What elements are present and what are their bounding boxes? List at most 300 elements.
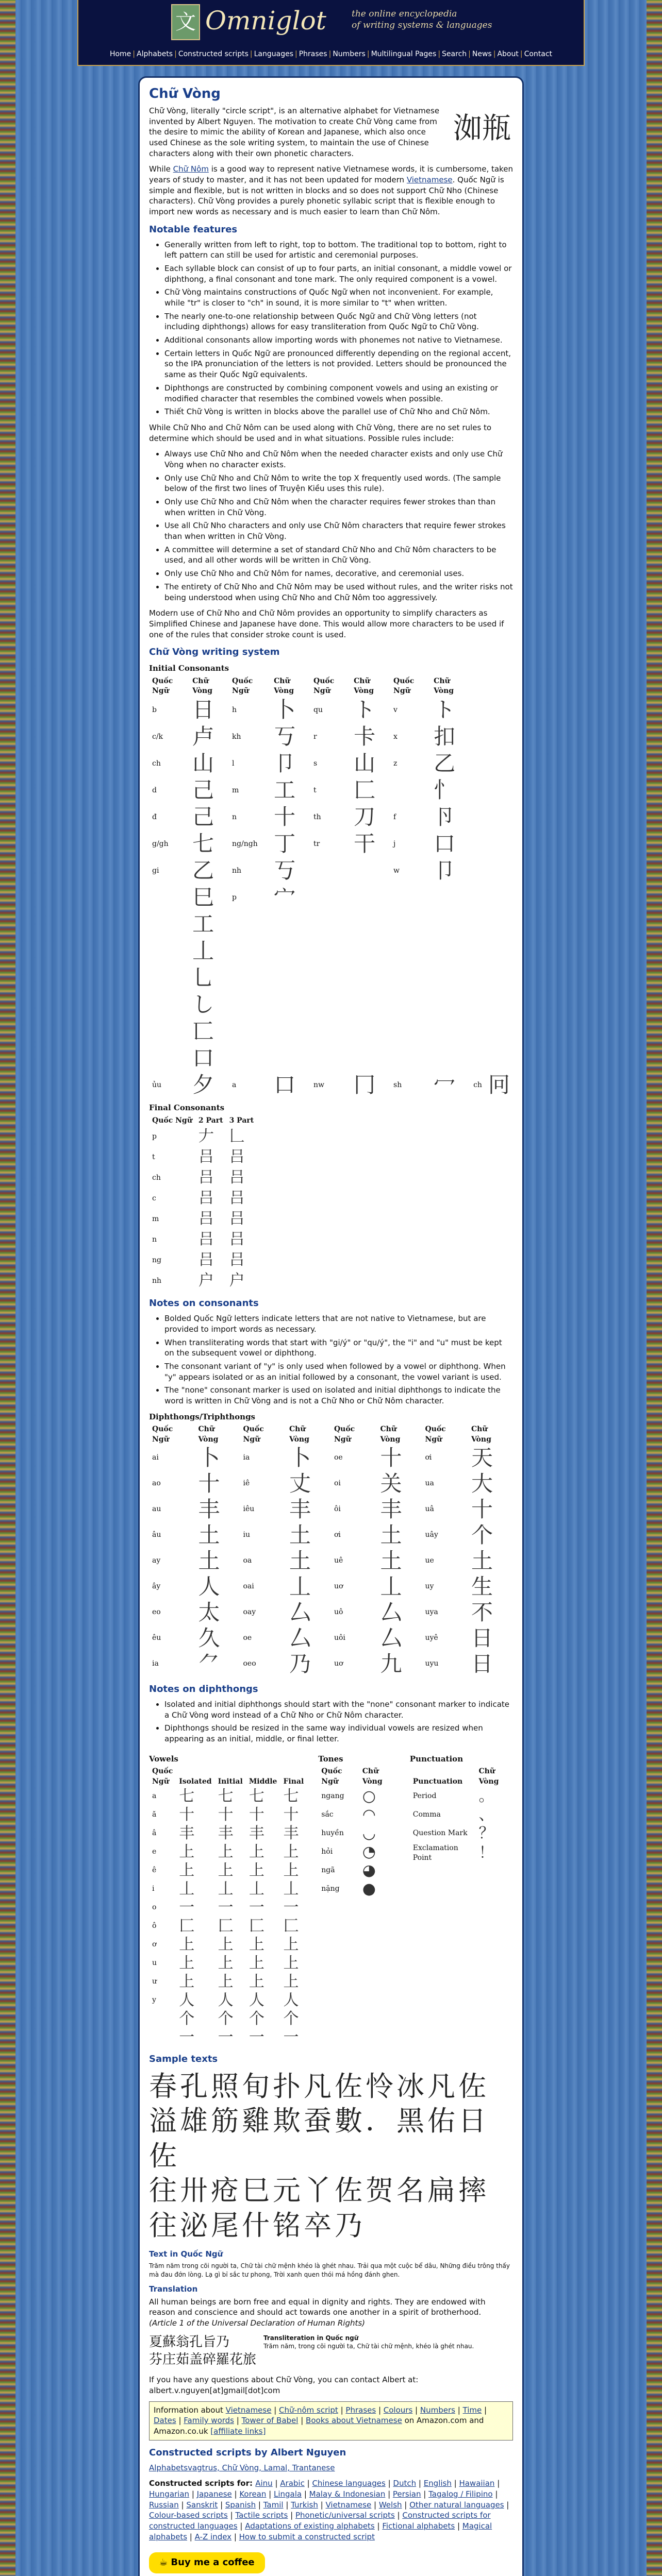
column-header: 3 Part <box>229 1116 254 1125</box>
info-link[interactable]: Colours <box>383 2405 413 2415</box>
buy-me-a-coffee-button[interactable]: ☕ Buy me a coffee <box>149 2552 265 2573</box>
table-row <box>318 1787 399 1806</box>
constructed-script-link[interactable]: Tamil <box>263 2500 284 2510</box>
letter-glyph <box>351 884 390 911</box>
writing-system-heading: Chữ Vòng writing system <box>149 647 280 658</box>
letter-glyph: 一 <box>179 2028 195 2046</box>
letter-glyph: 上 <box>218 1972 234 1991</box>
constructed-script-link[interactable]: Ainu <box>255 2479 273 2488</box>
feature-item: • Diphthongs are constructed by combining component vowels and using an existing or modified character that resembles the combined vowels when possible. <box>164 383 513 404</box>
vowels-header-row <box>149 1766 307 1787</box>
second-sample-glyphs: 夏蘇翁孔旨乃 芬庄茹盖碎羅花旅 <box>149 2334 257 2367</box>
letter-glyph: 乙 <box>192 858 214 884</box>
constructed-script-link[interactable]: Japanese <box>196 2489 232 2499</box>
consonant-note-item: • The consonant variant of "y" is only used when followed by a vowel or diphthong. When "y" appears isolated or as an initial followed by a consonant, the vowel variant is used. <box>164 1361 513 1382</box>
letter-glyph: 工 <box>192 911 214 937</box>
letter-glyph: 上 <box>249 1972 264 1991</box>
sample-line: 往泌尾什铭卒乃 <box>149 2209 366 2242</box>
letter-glyph: 卜 <box>289 1445 311 1471</box>
constructed-script-link[interactable]: Hungarian <box>149 2489 190 2499</box>
letter-glyph: 丂 <box>274 724 296 750</box>
letter-glyph: 吕 <box>229 1251 245 1269</box>
letter-latin: iêu <box>243 1505 255 1514</box>
letter-latin <box>149 884 189 911</box>
consonant-note-item: • The "none" consonant marker is used on isolated and initial diphthongs to indicate the word is written in Chữ Vòng and is not a Chữ Nho or Chữ Nôm character. <box>164 1385 513 1406</box>
tone-glyph: ● <box>362 1879 376 1898</box>
constructed-script-link[interactable]: Other natural languages <box>409 2500 504 2510</box>
letter-glyph <box>351 938 390 964</box>
letter-glyph: ⺈ <box>198 1651 220 1677</box>
constructed-scripts-heading: Constructed scripts by Albert Nguyen <box>149 2447 346 2458</box>
letter-latin: j <box>393 839 396 848</box>
letter-glyph: 冋 <box>488 1072 510 1098</box>
letter-glyph: 丄 <box>179 1879 195 1898</box>
letter-glyph: 卜 <box>198 1445 220 1471</box>
constructed-script-link[interactable]: Chinese languages <box>312 2479 386 2488</box>
column-header: Isolated <box>179 1777 212 1786</box>
letter-glyph: 丄 <box>249 1879 264 1898</box>
letter-glyph: 乚 <box>192 965 214 991</box>
nav-item-phrases[interactable]: Phrases <box>299 50 327 58</box>
letter-glyph: 吕 <box>198 1168 214 1187</box>
nav-item-multilingual-pages[interactable]: Multilingual Pages <box>371 50 437 58</box>
nav-item-search[interactable]: Search <box>442 50 467 58</box>
letter-latin: ch <box>152 1173 161 1182</box>
letter-glyph: ト <box>354 697 376 723</box>
contact-paragraph: If you have any questions about Chữ Vòng, you can contact Albert at: albert.v.nguyen[at]gmail[dot]com <box>149 2375 419 2396</box>
letter-glyph: 山 <box>354 751 376 776</box>
tone-name: huyền <box>321 1829 344 1838</box>
diphthongs-table <box>149 1424 513 1677</box>
constructed-script-link[interactable]: Welsh <box>378 2500 402 2510</box>
tone-glyph: ◠ <box>362 1805 376 1824</box>
letter-glyph: 吕 <box>198 1148 214 1166</box>
constructed-script-link[interactable]: Malay & Indonesian <box>309 2489 386 2499</box>
letter-glyph: 个 <box>179 2009 195 2028</box>
tones-header-row <box>318 1766 399 1787</box>
letter-latin: nw <box>313 1080 324 1089</box>
letter-glyph: 吕 <box>229 1168 245 1187</box>
column-header: Final <box>283 1777 304 1786</box>
constructed-script-link[interactable]: Dutch <box>393 2479 417 2488</box>
letter-latin <box>229 1045 271 1072</box>
letter-latin: nh <box>232 866 242 875</box>
table-row <box>149 1188 257 1209</box>
letter-latin <box>390 777 431 804</box>
constructed-script-link[interactable]: Vietnamese <box>325 2500 372 2510</box>
column-header: Chữ Vòng <box>354 676 374 696</box>
letter-glyph: 忄 <box>434 777 456 803</box>
logo-icon[interactable]: 文 <box>171 4 200 40</box>
nav-separator: | <box>133 50 136 58</box>
letter-glyph <box>431 884 470 911</box>
constructed-script-link[interactable]: Tactile scripts <box>235 2511 288 2520</box>
constructed-script-link[interactable]: Colour-based scripts <box>149 2511 228 2520</box>
letter-latin: t <box>313 786 317 794</box>
letter-glyph: 丰 <box>179 1824 195 1842</box>
info-link[interactable]: Time <box>462 2405 482 2415</box>
affiliate-link[interactable]: [affiliate links] <box>210 2427 266 2436</box>
constructed-script-link[interactable]: Fictional alphabets <box>382 2521 455 2531</box>
letter-glyph: 厶 <box>289 1600 311 1625</box>
sample-line: 春孔照旬扑凡佐怜冰凡佐 <box>149 2070 489 2103</box>
letter-glyph: 匸 <box>192 1019 214 1044</box>
letter-latin <box>229 911 271 938</box>
letter-glyph: 一 <box>179 1898 195 1917</box>
letter-latin: r <box>313 732 317 741</box>
letter-latin: f <box>393 812 396 821</box>
letter-latin: s <box>313 759 318 768</box>
table-row <box>149 1806 307 1824</box>
punct-name: Period <box>412 1792 437 1801</box>
tones-section <box>318 1750 399 1899</box>
second-sample <box>149 2334 513 2369</box>
table-row <box>149 1471 513 1497</box>
finals-header-row <box>149 1115 257 1126</box>
letter-glyph: 上 <box>283 1972 299 1991</box>
site-name[interactable]: Omniglot <box>205 6 326 36</box>
translation-source: (Article 1 of the Universal Declaration of Human Rights) <box>149 2318 366 2328</box>
table-row <box>149 1018 513 1045</box>
top-navigation <box>78 49 584 59</box>
letter-glyph: 卩 <box>274 751 296 776</box>
letter-latin: gi <box>152 866 159 875</box>
letter-glyph: 一 <box>218 1898 234 1917</box>
letter-glyph: 十 <box>198 1471 220 1497</box>
quoc-ngu-heading: Text in Quốc Ngữ <box>149 2249 223 2259</box>
letter-glyph: 上 <box>179 1972 195 1991</box>
letter-latin <box>390 938 431 964</box>
nav-item-numbers[interactable]: Numbers <box>333 50 366 58</box>
letter-latin: a <box>232 1080 237 1089</box>
table-row <box>149 1787 307 1806</box>
column-header: Quốc Ngữ <box>334 1425 355 1444</box>
letter-glyph: 丄 <box>283 1879 299 1898</box>
letter-glyph: 卪 <box>434 804 456 830</box>
letter-latin <box>149 1018 189 1045</box>
letter-glyph: 刀 <box>354 804 376 830</box>
letter-glyph: 日 <box>471 1625 493 1651</box>
constructed-script-link[interactable]: Magical alphabets <box>149 2521 492 2541</box>
tone-name: ngang <box>321 1792 344 1801</box>
constructed-script-link[interactable]: Hawaiian <box>459 2479 495 2488</box>
constructed-script-link[interactable]: Constructed scripts for constructed languages <box>149 2511 491 2531</box>
letter-latin: ây <box>152 1582 161 1591</box>
letter-latin <box>149 1045 189 1072</box>
nav-item-alphabets[interactable]: Alphabets <box>137 50 173 58</box>
info-link[interactable]: Numbers <box>420 2405 455 2415</box>
letter-latin: c/k <box>152 732 163 741</box>
constructed-script-link[interactable]: Spanish <box>225 2500 256 2510</box>
nav-separator: | <box>468 50 471 58</box>
letter-latin: iu <box>243 1531 250 1539</box>
letter-latin: ia <box>243 1453 250 1462</box>
nav-item-constructed-scripts[interactable]: Constructed scripts <box>178 50 249 58</box>
table-row <box>149 991 513 1018</box>
letter-latin <box>390 1018 431 1045</box>
nav-item-news[interactable]: News <box>472 50 492 58</box>
table-row <box>149 1522 513 1548</box>
punct-glyph: ？ <box>478 1824 494 1842</box>
punct-name: Comma <box>412 1810 441 1819</box>
info-link[interactable]: Dates <box>154 2416 176 2426</box>
letter-glyph: 生 <box>471 1574 493 1600</box>
intro-paragraph-1: Chữ Vòng, literally "circle script", is an alternative alphabet for Vietnamese invented by Albert Nguyen. The motivation to create Chữ Vòng came from the desire to mimic the ability of Korean and Japanese, which also once used Chinese as the sole writing system, to maintain the use of Chinese characters along with their own phonetic characters. <box>149 106 440 158</box>
constructed-script-link[interactable]: English <box>423 2479 452 2488</box>
tone-name: hỏi <box>321 1848 333 1856</box>
letter-glyph: 上 <box>283 1842 299 1861</box>
info-link[interactable]: Books about Vietnamese <box>306 2416 402 2426</box>
letter-latin: đ <box>152 812 157 821</box>
column-header: Chữ Vòng <box>478 1767 499 1786</box>
letter-latin <box>390 1045 431 1072</box>
letter-latin: ia <box>152 1659 159 1668</box>
letter-glyph: 上 <box>249 1861 264 1879</box>
info-box: Information about Vietnamese | Chữ-nôm script | Phrases | Colours | Numbers | Time | Dates | Family words | Tower of Babel | Books about Vietnamese on Amazon.com and Amazon.co.uk [affiliate links] <box>149 2401 513 2441</box>
table-row <box>318 1806 399 1824</box>
site-tagline <box>352 8 492 31</box>
letter-glyph: 吕 <box>229 1230 245 1249</box>
letter-glyph: 丰 <box>380 1497 402 1522</box>
letter-glyph: 土 <box>198 1548 220 1574</box>
letter-glyph: 丈 <box>289 1471 311 1497</box>
letter-glyph: 上 <box>283 1935 299 1954</box>
letter-latin: u <box>152 1959 157 1968</box>
letter-glyph: 匚 <box>283 1917 299 1935</box>
title-script-sample: 洳瓶 <box>453 111 511 145</box>
letter-latin: oai <box>243 1582 254 1591</box>
letter-latin <box>390 991 431 1018</box>
constructed-script-link[interactable]: Sanskrit <box>186 2500 218 2510</box>
letter-latin: n <box>232 812 237 821</box>
letter-glyph: 七 <box>192 831 214 857</box>
letter-latin <box>390 964 431 991</box>
letter-glyph: 人 <box>198 1574 220 1600</box>
consonant-notes-heading: Notes on consonants <box>149 1298 259 1309</box>
translation-heading: Translation <box>149 2284 198 2294</box>
vowels-heading: Vowels <box>149 1754 178 1764</box>
letter-latin: ơi <box>334 1531 341 1539</box>
table-row <box>149 1651 513 1677</box>
feature-item: • The nearly one-to-one relationship between Quốc Ngữ and Chữ Vòng letters (not including diphthongs) allows for easy transliteration from Quốc Ngữ to Chữ Vòng. <box>164 311 513 332</box>
punctuation-section <box>410 1750 513 1864</box>
letter-latin <box>390 911 431 938</box>
letter-glyph: 十 <box>179 1805 195 1824</box>
info-link[interactable]: Family words <box>184 2416 234 2426</box>
diphthong-notes-list <box>164 1699 513 1744</box>
constructed-script-link[interactable]: Adaptations of existing alphabets <box>245 2521 375 2531</box>
constructed-script-link[interactable]: Korean <box>239 2489 267 2499</box>
table-row <box>149 1954 307 1973</box>
page-title: Chữ Vòng <box>149 86 221 101</box>
tones-table <box>318 1766 399 1899</box>
letter-latin: uyu <box>425 1659 439 1668</box>
constructed-script-link[interactable]: Russian <box>149 2500 179 2510</box>
letter-latin <box>149 2028 176 2047</box>
letter-latin: iê <box>243 1479 250 1488</box>
usage-intro: While Chữ Nho and Chữ Nôm can be used along with Chữ Vòng, there are no set rules to determine which should be used and in what situations. Possible rules include: <box>149 422 492 443</box>
table-row <box>318 1880 399 1899</box>
letter-glyph: 匚 <box>249 1917 264 1935</box>
letter-glyph: 上 <box>249 1935 264 1954</box>
nav-item-contact[interactable]: Contact <box>524 50 553 58</box>
constructed-script-link[interactable]: Tagalog / Filipino <box>428 2489 493 2499</box>
letter-glyph <box>431 991 470 1018</box>
letter-glyph: 扣 <box>434 724 456 750</box>
letter-latin: ue <box>425 1556 434 1565</box>
consonant-notes-list <box>164 1313 513 1406</box>
letter-latin <box>310 857 351 884</box>
constructed-script-link[interactable]: Phonetic/universal scripts <box>295 2511 395 2520</box>
letter-glyph: 乙 <box>434 751 456 776</box>
letter-latin: ư <box>152 1977 157 1986</box>
sample-texts-heading: Sample texts <box>149 2053 218 2064</box>
letter-glyph: 吕 <box>198 1210 214 1228</box>
letter-glyph: 十 <box>471 1497 493 1522</box>
table-row <box>149 911 513 938</box>
diphthong-note-item: • Diphthongs should be resized in the same way individual vowels are resized when appearing as an initial, middle, or final letter. <box>164 1723 513 1744</box>
letter-glyph: 一 <box>218 2028 234 2046</box>
initials-header-row <box>149 676 513 697</box>
table-row <box>149 2010 307 2028</box>
table-row <box>149 1880 307 1899</box>
letter-glyph: 卢 <box>192 724 214 750</box>
letter-latin: l <box>232 759 235 768</box>
letter-latin: i <box>152 1885 155 1893</box>
constructed-script-link[interactable]: How to submit a constructed script <box>239 2532 375 2541</box>
vietnamese-link[interactable]: Vietnamese <box>406 175 453 184</box>
constructed-script-link[interactable]: Turkish <box>291 2500 318 2510</box>
letter-glyph: 关 <box>380 1471 402 1497</box>
chu-nom-link[interactable]: Chữ Nôm <box>173 164 209 174</box>
letter-glyph: 夕 <box>192 1072 214 1098</box>
feature-item: • Generally written from left to right, top to bottom. The traditional top to bottom, right to left pattern can still be used for artistic and ceremonial purposes. <box>164 240 513 261</box>
letter-glyph <box>351 1018 390 1045</box>
feature-item: • Each syllable block can consist of up to four parts, an initial consonant, a middle vowel or diphthong, a final consonant and tone mark. The only required component is a vowel. <box>164 263 513 284</box>
nav-item-languages[interactable]: Languages <box>254 50 294 58</box>
column-header: Quốc Ngữ <box>232 676 253 696</box>
letter-latin <box>229 991 271 1018</box>
letter-glyph: 丄 <box>380 1574 402 1600</box>
letter-glyph: 丄 <box>192 938 214 964</box>
letter-latin: h <box>232 705 237 714</box>
letter-latin: uy <box>425 1582 434 1591</box>
column-header: 2 Part <box>198 1116 223 1125</box>
letter-latin: uơ <box>334 1582 343 1591</box>
table-row <box>149 964 513 991</box>
nav-item-home[interactable]: Home <box>109 50 131 58</box>
letter-latin: uôi <box>334 1634 345 1642</box>
column-header: Chữ Vòng <box>198 1425 219 1444</box>
vowels-tones-punct-row <box>149 1750 513 2047</box>
constructed-script-link[interactable]: Arabic <box>280 2479 305 2488</box>
consonant-note-item: • Bolded Quốc Ngữ letters indicate letters that are not native to Vietnamese, but are provided to import words as necessary. <box>164 1313 513 1334</box>
table-row <box>149 804 513 831</box>
letter-glyph: 七 <box>249 1787 264 1805</box>
letter-glyph: 上 <box>179 1861 195 1879</box>
letter-glyph: 一 <box>283 2028 299 2046</box>
column-header: Quốc Ngữ <box>425 1425 446 1444</box>
letter-latin <box>149 2010 176 2028</box>
letter-latin: uây <box>425 1531 438 1539</box>
letter-glyph: 土 <box>471 1548 493 1574</box>
table-row <box>149 1899 307 1917</box>
table-row <box>149 1250 257 1270</box>
info-link[interactable]: Tower of Babel <box>241 2416 299 2426</box>
letter-glyph: 天 <box>471 1445 493 1471</box>
letter-glyph: 匚 <box>354 777 376 803</box>
tones-heading: Tones <box>318 1754 343 1764</box>
letter-latin: uô <box>334 1608 343 1617</box>
letter-glyph: 上 <box>218 1954 234 1972</box>
letter-glyph: 土 <box>198 1522 220 1548</box>
table-row <box>149 1167 257 1188</box>
letter-glyph: 上 <box>218 1861 234 1879</box>
nav-item-about[interactable]: About <box>497 50 519 58</box>
column-header: Chữ Vòng <box>289 1425 309 1444</box>
constructed-script-link[interactable]: A-Z index <box>194 2532 232 2541</box>
letter-latin: sh <box>393 1080 402 1089</box>
punctuation-header-row <box>410 1766 513 1787</box>
constructed-scripts-for: Constructed scripts for: Ainu | Arabic | Chinese languages | Dutch | English | Hawaiian | Hungarian | Japanese | Korean | Lingala | Malay & Indonesian | Persian | Tagalog / Filipino | Russian | Sanskrit | Spanish | Tamil | Turkish | Vietnamese | Welsh | Other natural languages | Colour-based scripts | Tactile scripts | Phonetic/universal scripts | Constructed scripts for constructed languages | Adaptations of existing alphabets | Fictional alphabets | Magical alphabets | A-Z index | How to submit a constructed script <box>149 2479 509 2541</box>
sample-line: 往卅疮巳元丫佐贺名扁摔 <box>149 2174 489 2207</box>
letter-glyph: 人 <box>283 1991 299 2009</box>
constructed-script-link[interactable]: Persian <box>392 2489 421 2499</box>
nav-separator: | <box>493 50 496 58</box>
constructed-script-link[interactable]: Lingala <box>273 2489 302 2499</box>
info-link[interactable]: Chữ-nôm script <box>279 2405 338 2415</box>
letter-glyph: 丰 <box>283 1824 299 1842</box>
table-row <box>149 1126 257 1147</box>
tone-glyph: ◕ <box>362 1861 376 1879</box>
letter-glyph: 丰 <box>218 1824 234 1842</box>
letter-glyph <box>351 857 390 884</box>
info-link[interactable]: Phrases <box>345 2405 376 2415</box>
letter-glyph: 一 <box>249 1898 264 1917</box>
letter-glyph <box>351 911 390 938</box>
table-row <box>410 1787 513 1806</box>
letter-latin: uya <box>425 1608 438 1617</box>
letter-latin <box>149 911 189 938</box>
table-row <box>149 938 513 964</box>
usage-rule-item: • Use all Chữ Nho characters and only use Chữ Nôm characters that require fewer strokes than when written in Chữ Vòng. <box>164 520 513 541</box>
site-header <box>77 0 585 66</box>
letter-glyph: 土 <box>289 1522 311 1548</box>
letter-latin <box>149 938 189 964</box>
letter-glyph: 上 <box>249 1954 264 1972</box>
letter-glyph <box>431 964 470 991</box>
vowels-table <box>149 1766 307 2047</box>
table-row <box>149 1625 513 1651</box>
table-row <box>149 1991 307 2010</box>
column-header: Quốc Ngữ <box>152 676 173 696</box>
punctuation-table <box>410 1766 513 1863</box>
column-header: Quốc Ngữ <box>152 1425 173 1444</box>
column-header: Chữ Vòng <box>380 1425 401 1444</box>
tone-name: sắc <box>321 1810 334 1819</box>
letter-latin: qu <box>313 705 323 714</box>
table-row <box>149 723 513 750</box>
table-row <box>149 1917 307 1936</box>
letter-latin <box>310 911 351 938</box>
letter-latin: d <box>152 786 157 794</box>
table-row <box>318 1843 399 1861</box>
diphthong-note-item: • Isolated and initial diphthongs should start with the "none" consonant marker to indicate a Chữ Vòng word instead of a Chữ Nho or Chữ Nôm character. <box>164 1699 513 1720</box>
letter-latin: ng/ngh <box>232 839 258 848</box>
letter-glyph: 十 <box>274 804 296 830</box>
info-link[interactable]: Vietnamese <box>225 2405 272 2415</box>
nav-separator: | <box>438 50 441 58</box>
